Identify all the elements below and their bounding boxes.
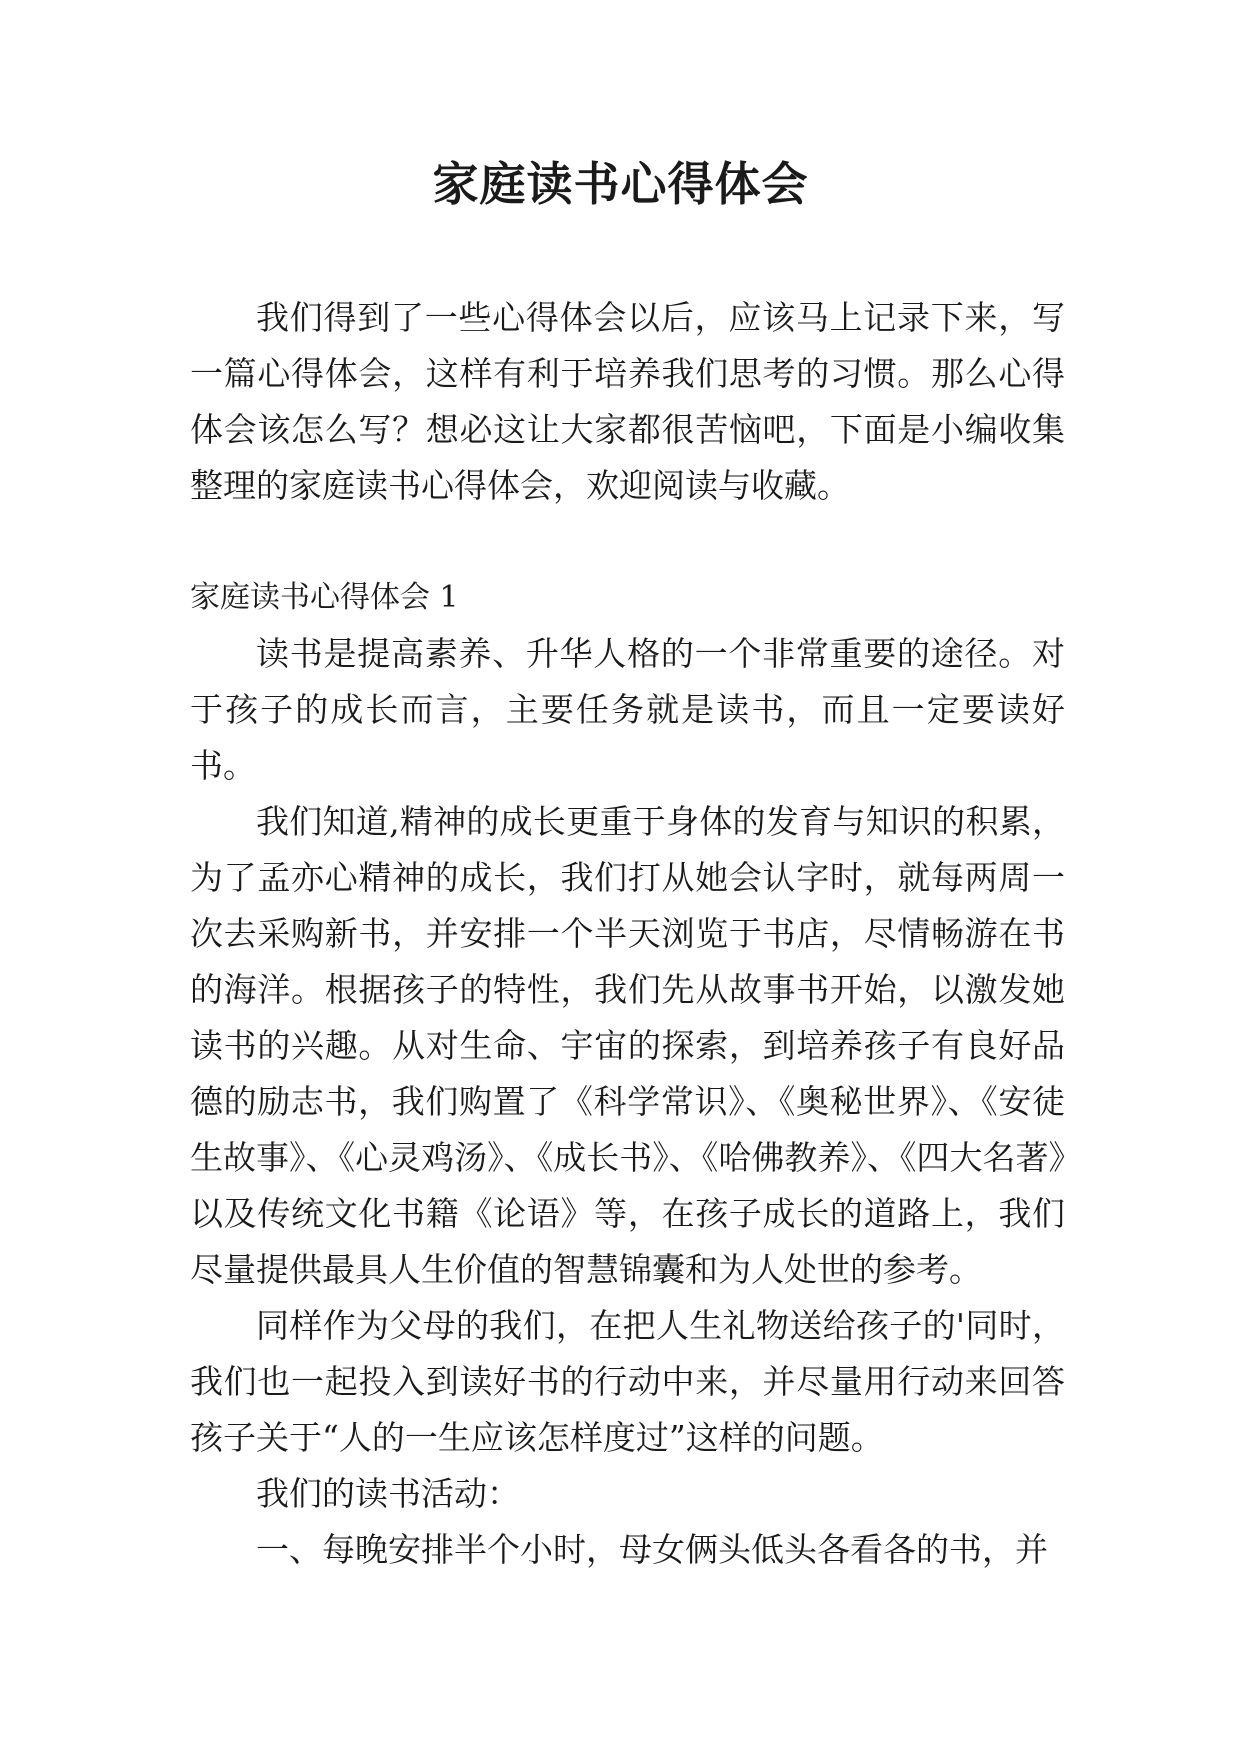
body-paragraph: 一、每晚安排半个小时，母女俩头低头各看各的书，并 [256,1530,1048,1569]
body-paragraph: 我们的读书活动： [256,1474,520,1513]
body-paragraph: 读书是提高素养、升华人格的一个非常重要的途径。对于孩子的成长而言，主要任务就是读书，而且一定要读好书。 [190,634,1065,785]
document-title: 家庭读书心得体会 [432,157,809,211]
body-paragraph: 我们知道,精神的成长更重于身体的发育与知识的积累，为了孟亦心精神的成长，我们打从她会认字时，就每两周一次去采购新书，并安排一个半天浏览于书店，尽情畅游在书的海洋。根据孩子的特性，我们先从故事书开始，以激发她读书的兴趣。从对生命、宇宙的探索，到培养孩子有良好品德的励志书，我们购置了《科学常识》、《奥秘世界》、《安徒生故事》、《心灵鸡汤》、《成长书》、《哈佛教养》、《四大名著》以及传统文化书籍《论语》等，在孩子成长的道路上，我们尽量提供最具人生价值的智慧锦囊和为人处世的参考。 [190,802,1065,1289]
intro-paragraph: 我们得到了一些心得体会以后，应该马上记录下来，写一篇心得体会，这样有利于培养我们思考的习惯。那么心得体会该怎么写？想必这让大家都很苦恼吧，下面是小编收集整理的家庭读书心得体会，欢迎阅读与收藏。 [190,298,1065,505]
body-paragraph: 同样作为父母的我们，在把人生礼物送给孩子的'同时，我们也一起投入到读好书的行动中来，并尽量用行动来回答孩子关于“人的一生应该怎样度过”这样的问题。 [190,1306,1065,1457]
section-heading: 家庭读书心得体会 1 [190,580,459,615]
document-body [190,290,1065,1578]
